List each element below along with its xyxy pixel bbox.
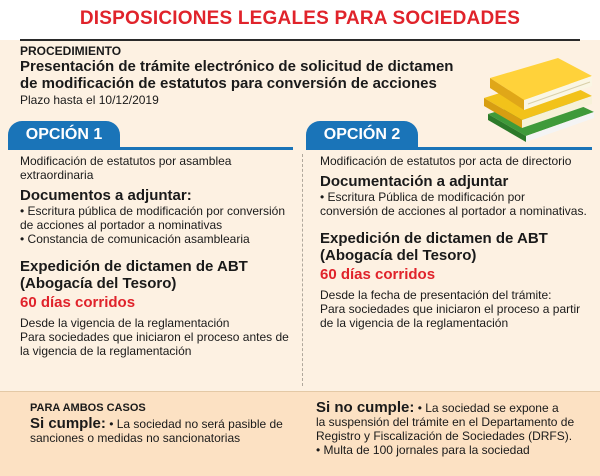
not-complies-text-line3: Registro y Fiscalización de Sociedades (DRFS). xyxy=(316,429,573,443)
option1-docs-item1-line2: de acciones al portador a nominativas xyxy=(20,218,223,232)
not-complies-text-line2: la suspensión del trámite en el Departamento de xyxy=(316,415,575,429)
option1-days: 60 días corridos xyxy=(20,294,136,311)
option1-tab: OPCIÓN 1 xyxy=(8,121,120,148)
books-icon xyxy=(478,52,596,142)
both-cases-right xyxy=(316,401,592,457)
not-complies-text-line1: • La sociedad se expone a xyxy=(417,401,559,415)
title-divider xyxy=(20,39,580,41)
option1-docs-heading: Documentos a adjuntar: xyxy=(20,187,192,204)
not-complies-label: Si no cumple: xyxy=(316,399,415,416)
option2-rule xyxy=(306,147,592,150)
complies-text-line1: • La sociedad no será pasible de xyxy=(109,417,283,431)
option1-rule xyxy=(8,147,293,150)
procedure-heading-line1: Presentación de trámite electrónico de solicitud de dictamen xyxy=(20,58,454,75)
option1-note-line2: la vigencia de la reglamentación xyxy=(20,344,192,358)
option1-column xyxy=(20,154,295,358)
option1-docs-item1-line1: • Escritura pública de modificación por conversión xyxy=(20,204,285,218)
option2-description: Modificación de estatutos por acta de directorio xyxy=(320,154,572,168)
procedure-heading-line2: de modificación de estatutos para conversión de acciones xyxy=(20,75,437,92)
column-divider xyxy=(302,154,303,386)
procedure-block xyxy=(20,44,520,107)
option2-docs-heading: Documentación a adjuntar xyxy=(320,173,509,190)
option1-note-line1: Para sociedades que iniciaron el proceso antes de xyxy=(20,330,289,344)
option2-column xyxy=(320,154,590,330)
both-cases-rule xyxy=(0,391,600,392)
option2-from-text: Desde la fecha de presentación del trámite: xyxy=(320,288,552,302)
option1-description-line2: extraordinaria xyxy=(20,168,94,182)
option1-docs-item2: • Constancia de comunicación asamblearia xyxy=(20,232,250,246)
option1-expedition-line1: Expedición de dictamen de ABT xyxy=(20,258,248,275)
option1-from-text: Desde la vigencia de la reglamentación xyxy=(20,316,230,330)
complies-text-line2: sanciones o medidas no sancionatorias xyxy=(30,431,241,445)
both-cases-left xyxy=(30,401,305,445)
option2-docs-item1-line1: • Escritura Pública de modificación por xyxy=(320,190,525,204)
page-title: DISPOSICIONES LEGALES PARA SOCIEDADES xyxy=(0,0,600,40)
option2-note-line1: Para sociedades que iniciaron el proceso a partir xyxy=(320,302,581,316)
option1-expedition-line2: (Abogacía del Tesoro) xyxy=(20,275,177,292)
not-complies-text-line4: • Multa de 100 jornales para la sociedad xyxy=(316,443,530,457)
option1-description-line1: Modificación de estatutos por asamblea xyxy=(20,154,232,168)
option2-tab: OPCIÓN 2 xyxy=(306,121,418,148)
both-cases-label: PARA AMBOS CASOS xyxy=(30,402,146,414)
option2-expedition-line1: Expedición de dictamen de ABT xyxy=(320,230,548,247)
option2-days: 60 días corridos xyxy=(320,266,436,283)
procedure-label: PROCEDIMIENTO xyxy=(20,44,122,58)
option2-note-line2: de la vigencia de la reglamentación xyxy=(320,316,509,330)
procedure-deadline: Plazo hasta el 10/12/2019 xyxy=(20,93,159,107)
option2-docs-item1-line2: conversión de acciones al portador a nominativas. xyxy=(320,204,587,218)
complies-label: Si cumple: xyxy=(30,415,106,432)
option2-expedition-line2: (Abogacía del Tesoro) xyxy=(320,247,477,264)
